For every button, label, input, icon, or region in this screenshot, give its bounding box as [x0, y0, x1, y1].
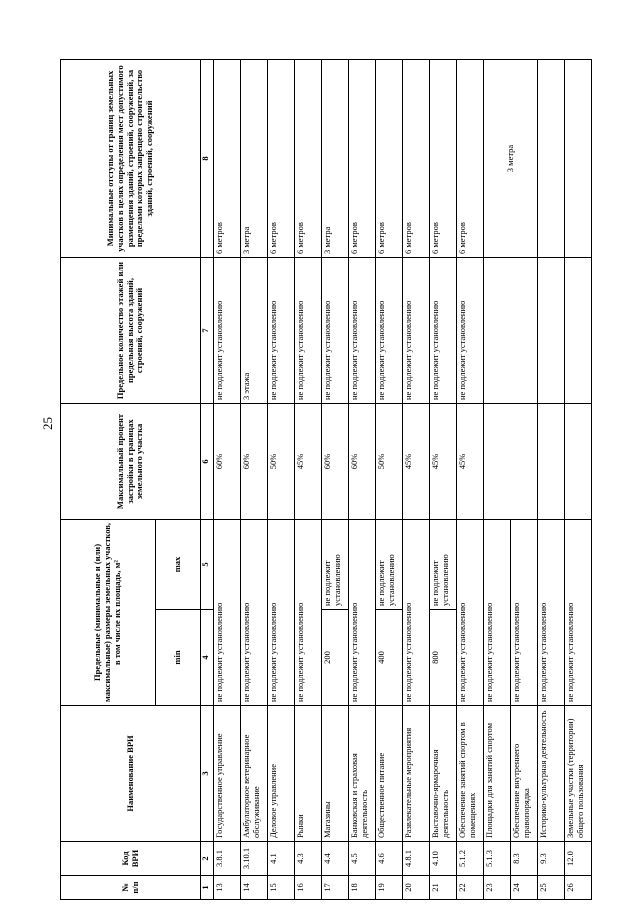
row-number: 26 — [565, 876, 592, 900]
row-number: 15 — [268, 876, 295, 900]
floors-limit: не подлежит установлению — [268, 258, 295, 404]
row-number: 23 — [484, 876, 511, 900]
col-index: 1 — [201, 876, 214, 900]
col-index: 4 — [201, 610, 214, 706]
vri-name: Магазины — [322, 706, 349, 842]
build-percent — [538, 404, 565, 520]
col-index: 5 — [201, 520, 214, 610]
vri-code: 4.4 — [322, 842, 349, 876]
table-row — [457, 60, 484, 900]
floors-limit: не подлежит установлению — [322, 258, 349, 404]
vri-code: 8.3 — [511, 842, 538, 876]
floors-limit: не подлежит установлению — [214, 258, 241, 404]
build-percent — [484, 404, 538, 520]
size-max: не подлежит установлению — [430, 520, 457, 610]
size-limits: не подлежит установлению — [511, 520, 538, 706]
vri-name: Выставочно-ярмарочная деятельность — [430, 706, 457, 842]
row-number: 13 — [214, 876, 241, 900]
size-min: 800 — [430, 610, 457, 706]
setback: 6 метров — [457, 60, 484, 258]
size-limits: не подлежит установлению — [268, 520, 295, 706]
row-number: 16 — [295, 876, 322, 900]
floors-limit: не подлежит установлению — [403, 258, 430, 404]
vri-name: Историко-культурная деятельность — [538, 706, 565, 842]
floors-limit: не подлежит установлению — [457, 258, 484, 404]
header-size-group: Предельные (минимальные и (или) максимальные) размеры земельных участков, в том числе их площадь, м² — [61, 520, 156, 706]
table-row — [295, 60, 322, 900]
table-row — [430, 60, 457, 900]
vri-name: Обеспечение занятий спортом в помещениях — [457, 706, 484, 842]
setback — [538, 60, 565, 258]
setback: 3 метра — [484, 60, 538, 258]
table-row — [565, 60, 592, 900]
table-row — [538, 60, 565, 900]
setback: 6 метров — [403, 60, 430, 258]
table-row — [268, 60, 295, 900]
setback: 6 метров — [268, 60, 295, 258]
header-min: min — [156, 610, 201, 706]
row-number: 24 — [511, 876, 538, 900]
vri-code: 3.8.1 — [214, 842, 241, 876]
vri-code: 4.6 — [376, 842, 403, 876]
table-row — [403, 60, 430, 900]
build-percent: 50% — [268, 404, 295, 520]
size-limits: не подлежит установлению — [403, 520, 430, 706]
table-row — [376, 60, 403, 900]
vri-name: Деловое управление — [268, 706, 295, 842]
vri-code: 3.10.1 — [241, 842, 268, 876]
vri-name: Обеспечение внутреннего правопорядка — [511, 706, 538, 842]
build-percent: 60% — [214, 404, 241, 520]
header-build-percent: Максимальный процент застройки в границах земельного участка — [61, 404, 201, 520]
row-number: 25 — [538, 876, 565, 900]
setback: 6 метров — [214, 60, 241, 258]
size-limits: не подлежит установлению — [484, 520, 511, 706]
page-number: 25 — [40, 417, 55, 430]
setback: 6 метров — [430, 60, 457, 258]
floors-limit: не подлежит установлению — [349, 258, 376, 404]
floors-limit: не подлежит установлению — [430, 258, 457, 404]
vri-name: Банковская и страховая деятельность — [349, 706, 376, 842]
col-index: 6 — [201, 404, 214, 520]
build-percent: 45% — [430, 404, 457, 520]
row-number: 17 — [322, 876, 349, 900]
build-percent: 60% — [322, 404, 349, 520]
size-limits: не подлежит установлению — [241, 520, 268, 706]
build-percent — [565, 404, 592, 520]
col-index: 3 — [201, 706, 214, 842]
floors-limit — [538, 258, 565, 404]
vri-name: Государственное управление — [214, 706, 241, 842]
size-limits: не подлежит установлению — [538, 520, 565, 706]
land-use-table — [60, 59, 592, 900]
header-num: № п/п — [61, 876, 201, 900]
vri-name: Развлекательные мероприятия — [403, 706, 430, 842]
setback: 6 метров — [295, 60, 322, 258]
vri-name: Рынки — [295, 706, 322, 842]
build-percent: 60% — [241, 404, 268, 520]
header-floors: Предельное количество этажей или предельная высота зданий, строений, сооружений — [61, 258, 201, 404]
col-index: 7 — [201, 258, 214, 404]
vri-code: 4.8.1 — [403, 842, 430, 876]
setback — [565, 60, 592, 258]
vri-name: Общественное питание — [376, 706, 403, 842]
size-limits: не подлежит установлению — [457, 520, 484, 706]
vri-code: 5.1.2 — [457, 842, 484, 876]
row-number: 18 — [349, 876, 376, 900]
row-number: 19 — [376, 876, 403, 900]
vri-name: Земельные участки (территории) общего пользования — [565, 706, 592, 842]
floors-limit: 3 этажа — [241, 258, 268, 404]
row-number: 21 — [430, 876, 457, 900]
table-row — [484, 60, 511, 900]
rotated-table-wrapper — [60, 60, 608, 900]
vri-name: Площадки для занятий спортом — [484, 706, 511, 842]
size-min: 400 — [376, 610, 403, 706]
size-min: 200 — [322, 610, 349, 706]
size-limits: не подлежит установлению — [349, 520, 376, 706]
col-index: 2 — [201, 842, 214, 876]
header-max: max — [156, 520, 201, 610]
build-percent: 45% — [295, 404, 322, 520]
vri-code: 5.1.3 — [484, 842, 511, 876]
header-code: Код ВРИ — [61, 842, 201, 876]
size-max: не подлежит установлению — [376, 520, 403, 610]
vri-code: 12.0 — [565, 842, 592, 876]
vri-code: 4.10 — [430, 842, 457, 876]
setback: 3 метра — [322, 60, 349, 258]
setback: 3 метра — [241, 60, 268, 258]
vri-code: 4.5 — [349, 842, 376, 876]
column-index-row — [201, 60, 214, 900]
table-row — [349, 60, 376, 900]
build-percent: 50% — [376, 404, 403, 520]
build-percent: 45% — [457, 404, 484, 520]
vri-code: 4.3 — [295, 842, 322, 876]
setback: 6 метров — [376, 60, 403, 258]
row-number: 20 — [403, 876, 430, 900]
vri-name: Амбулаторное ветеринарное обслуживание — [241, 706, 268, 842]
floors-limit: не подлежит установлению — [376, 258, 403, 404]
vri-code: 9.3 — [538, 842, 565, 876]
col-index: 8 — [201, 60, 214, 258]
table-row — [241, 60, 268, 900]
setback: 6 метров — [349, 60, 376, 258]
table-body — [214, 60, 592, 900]
row-number: 22 — [457, 876, 484, 900]
floors-limit: не подлежит установлению — [295, 258, 322, 404]
header-name: Наименование ВРИ — [61, 706, 201, 842]
floors-limit — [565, 258, 592, 404]
size-limits: не подлежит установлению — [565, 520, 592, 706]
table-row — [322, 60, 349, 900]
row-number: 14 — [241, 876, 268, 900]
table-row — [214, 60, 241, 900]
floors-limit — [484, 258, 538, 404]
size-limits: не подлежит установлению — [214, 520, 241, 706]
vri-code: 4.1 — [268, 842, 295, 876]
size-max: не подлежит установлению — [322, 520, 349, 610]
header-setback: Минимальные отступы от границ земельных участков в целях определения мест допустимого размещения зданий, строений, сооружений, за пределами которых запрещено строительство зданий, строений, сооружений — [61, 60, 201, 258]
build-percent: 60% — [349, 404, 376, 520]
size-limits: не подлежит установлению — [295, 520, 322, 706]
build-percent: 45% — [403, 404, 430, 520]
